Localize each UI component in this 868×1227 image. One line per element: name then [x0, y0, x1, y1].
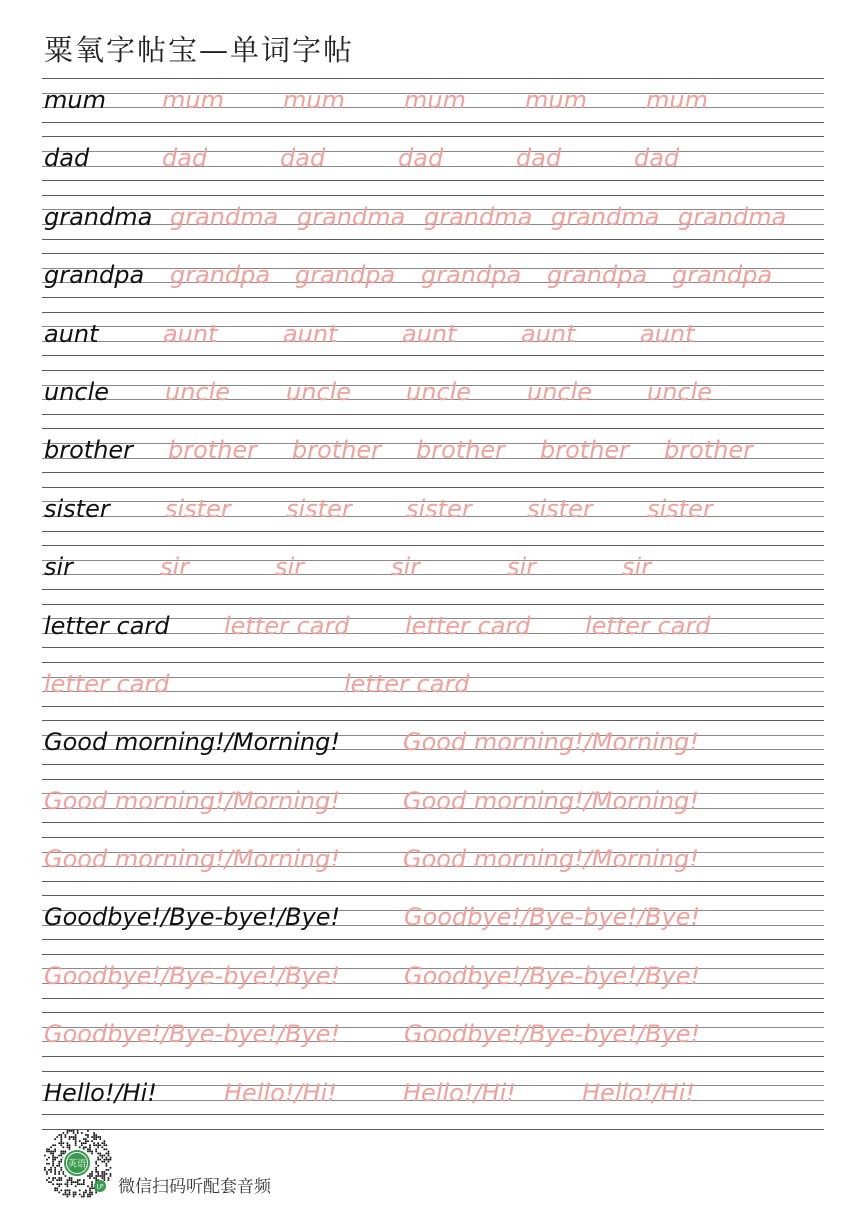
- ruled-line: [42, 487, 824, 488]
- practice-row: [42, 720, 824, 778]
- ruled-line: [42, 1012, 824, 1013]
- qr-code-icon[interactable]: [40, 1126, 114, 1200]
- practice-row: [42, 837, 824, 895]
- trace-word: grandpa: [547, 261, 648, 290]
- ruled-line: [42, 195, 824, 196]
- trace-word: letter card: [585, 611, 711, 640]
- trace-word: aunt: [163, 319, 218, 348]
- ruled-line: [42, 1129, 824, 1130]
- ruled-line: [42, 136, 824, 137]
- model-word: Good morning!/Morning!: [44, 728, 340, 757]
- ruled-line: [42, 939, 824, 940]
- model-word: letter card: [44, 611, 170, 640]
- trace-word: Hello!/Hi!: [403, 1078, 516, 1107]
- ruled-line: [42, 414, 824, 415]
- ruled-line: [42, 297, 824, 298]
- model-word: mum: [44, 86, 106, 114]
- trace-word: sister: [527, 494, 593, 523]
- ruled-line: [42, 589, 824, 590]
- ruled-line: [42, 355, 824, 356]
- trace-word: Good morning!/Morning!: [403, 728, 699, 757]
- practice-row: [42, 136, 824, 194]
- ruled-line: [42, 720, 824, 721]
- model-word: grandma: [44, 202, 153, 231]
- trace-word: brother: [168, 436, 258, 465]
- ruled-line: [42, 1071, 824, 1072]
- ruled-line: [42, 881, 824, 882]
- ruled-line: [42, 662, 824, 663]
- practice-row: [42, 545, 824, 603]
- trace-word: grandpa: [170, 261, 271, 290]
- trace-word: mum: [283, 86, 345, 114]
- practice-row: [42, 954, 824, 1012]
- trace-word: dad: [516, 144, 562, 173]
- practice-row: [42, 779, 824, 837]
- trace-word: sister: [647, 494, 713, 523]
- trace-word: brother: [540, 436, 630, 465]
- ruled-line: [42, 822, 824, 823]
- trace-word: sir: [160, 553, 190, 582]
- model-word: Goodbye!/Bye-bye!/Bye!: [44, 903, 341, 932]
- model-word: uncle: [44, 377, 110, 406]
- ruled-line: [42, 764, 824, 765]
- trace-word: sister: [406, 494, 472, 523]
- practice-row: [42, 604, 824, 662]
- trace-word: letter card: [224, 611, 350, 640]
- trace-word: grandpa: [672, 261, 773, 290]
- trace-word: Good morning!/Morning!: [403, 845, 699, 874]
- page-title: 粟氧字帖宝—单词字帖: [44, 33, 355, 67]
- trace-word: Goodbye!/Bye-bye!/Bye!: [44, 1020, 341, 1049]
- practice-row: [42, 253, 824, 311]
- copybook-sheet: [42, 78, 824, 1130]
- practice-row: [42, 1012, 824, 1070]
- trace-word: Hello!/Hi!: [224, 1078, 337, 1107]
- practice-row: [42, 487, 824, 545]
- practice-row: [42, 195, 824, 253]
- ruled-line: [42, 428, 824, 429]
- trace-word: mum: [525, 86, 587, 114]
- trace-word: mum: [162, 86, 224, 114]
- ruled-line: [42, 78, 824, 79]
- trace-word: Goodbye!/Bye-bye!/Bye!: [44, 961, 341, 990]
- trace-word: brother: [416, 436, 506, 465]
- practice-row: [42, 370, 824, 428]
- trace-word: aunt: [640, 319, 695, 348]
- ruled-line: [42, 779, 824, 780]
- ruled-line: [42, 1114, 824, 1115]
- trace-word: grandpa: [295, 261, 396, 290]
- trace-word: sister: [286, 494, 352, 523]
- trace-word: uncle: [647, 377, 713, 406]
- trace-word: uncle: [527, 377, 593, 406]
- trace-word: grandma: [170, 202, 279, 231]
- ruled-line: [42, 895, 824, 896]
- trace-word: letter card: [344, 669, 470, 698]
- model-word: sir: [44, 553, 74, 582]
- trace-word: letter card: [44, 669, 170, 698]
- trace-word: brother: [664, 436, 754, 465]
- model-word: aunt: [44, 319, 99, 348]
- trace-word: brother: [292, 436, 382, 465]
- ruled-line: [42, 472, 824, 473]
- ruled-line: [42, 1056, 824, 1057]
- ruled-line: [42, 647, 824, 648]
- practice-row: [42, 662, 824, 720]
- trace-word: Good morning!/Morning!: [403, 786, 699, 815]
- ruled-line: [42, 954, 824, 955]
- ruled-line: [42, 531, 824, 532]
- trace-word: grandma: [551, 202, 660, 231]
- ruled-line: [42, 180, 824, 181]
- trace-word: mum: [646, 86, 708, 114]
- model-word: brother: [44, 436, 134, 465]
- model-word: dad: [44, 144, 90, 173]
- practice-row: [42, 1071, 824, 1129]
- trace-word: letter card: [405, 611, 531, 640]
- practice-row: [42, 428, 824, 486]
- model-word: Hello!/Hi!: [44, 1078, 157, 1107]
- trace-word: Goodbye!/Bye-bye!/Bye!: [404, 1020, 701, 1049]
- ruled-line: [42, 604, 824, 605]
- trace-word: uncle: [165, 377, 231, 406]
- trace-word: aunt: [283, 319, 338, 348]
- practice-row: [42, 895, 824, 953]
- ruled-line: [42, 239, 824, 240]
- trace-word: Good morning!/Morning!: [44, 786, 340, 815]
- model-word: grandpa: [44, 261, 145, 290]
- trace-word: grandpa: [421, 261, 522, 290]
- ruled-line: [42, 370, 824, 371]
- qr-badge-label: 英语: [67, 1159, 87, 1170]
- footer-caption: 微信扫码听配套音频: [118, 1177, 271, 1197]
- trace-word: Goodbye!/Bye-bye!/Bye!: [404, 961, 701, 990]
- trace-word: dad: [398, 144, 444, 173]
- trace-word: uncle: [406, 377, 472, 406]
- trace-word: uncle: [286, 377, 352, 406]
- trace-word: dad: [162, 144, 208, 173]
- ruled-line: [42, 545, 824, 546]
- trace-word: sir: [275, 553, 305, 582]
- trace-word: sir: [622, 553, 652, 582]
- trace-word: sir: [507, 553, 537, 582]
- ruled-line: [42, 253, 824, 254]
- trace-word: mum: [404, 86, 466, 114]
- practice-row: [42, 312, 824, 370]
- practice-row: [42, 78, 824, 136]
- trace-word: Hello!/Hi!: [582, 1078, 695, 1107]
- trace-word: grandma: [297, 202, 406, 231]
- ruled-line: [42, 312, 824, 313]
- ruled-line: [42, 998, 824, 999]
- ruled-line: [42, 122, 824, 123]
- trace-word: aunt: [521, 319, 576, 348]
- trace-word: grandma: [678, 202, 787, 231]
- model-word: sister: [44, 494, 110, 523]
- ruled-line: [42, 837, 824, 838]
- trace-word: dad: [280, 144, 326, 173]
- qr-mini-label: LP: [96, 1183, 104, 1191]
- trace-word: Good morning!/Morning!: [44, 845, 340, 874]
- ruled-line: [42, 706, 824, 707]
- trace-word: grandma: [424, 202, 533, 231]
- trace-word: dad: [634, 144, 680, 173]
- trace-word: sister: [165, 494, 231, 523]
- trace-word: sir: [391, 553, 421, 582]
- trace-word: Goodbye!/Bye-bye!/Bye!: [404, 903, 701, 932]
- trace-word: aunt: [402, 319, 457, 348]
